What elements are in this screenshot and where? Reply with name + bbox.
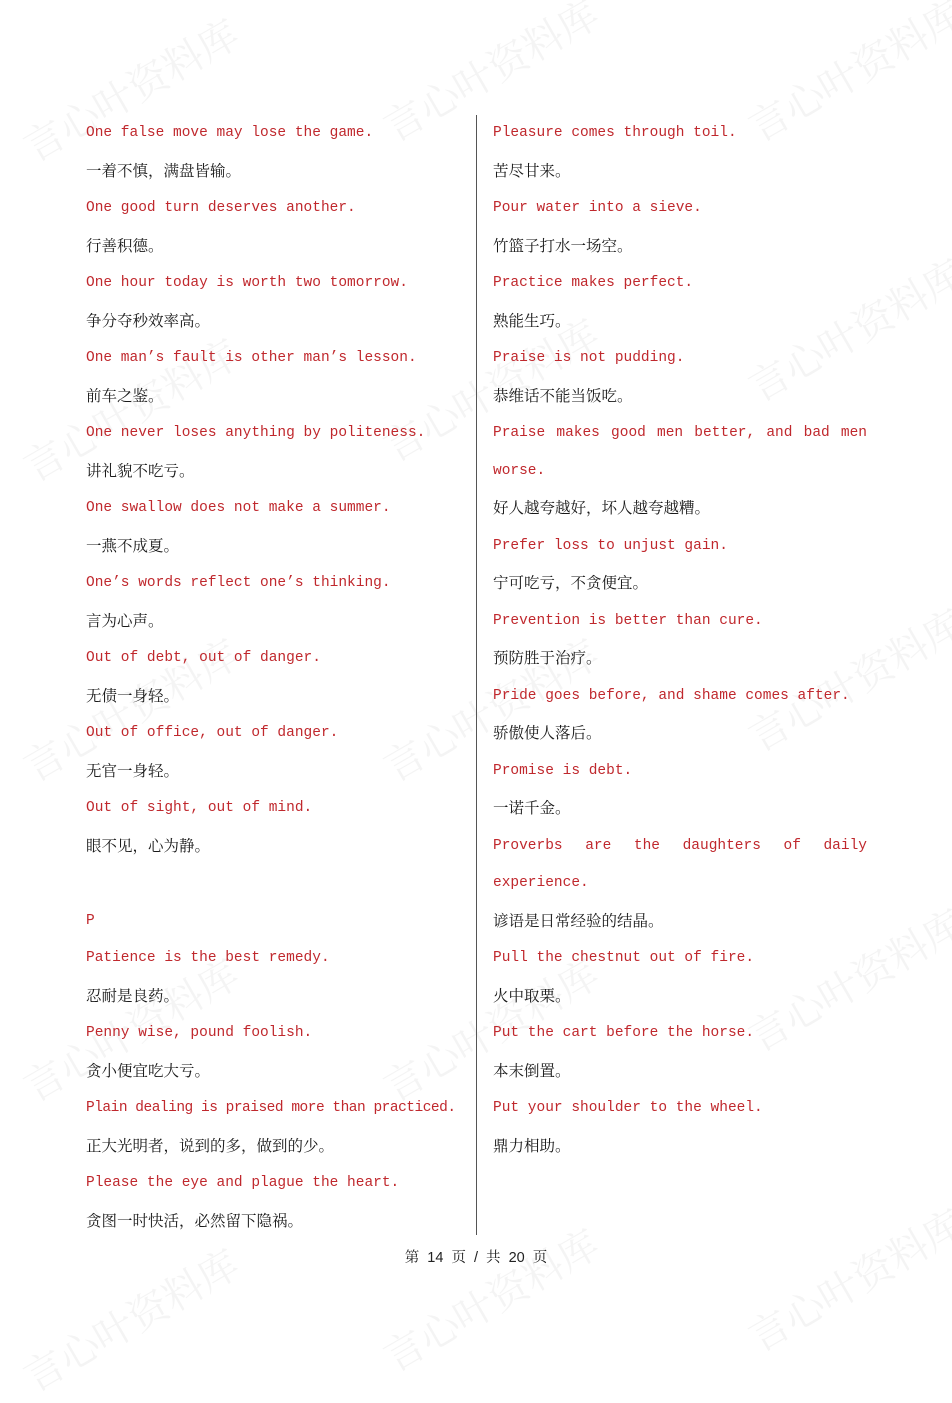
page-footer: 第 14 页 / 共 20 页 <box>404 1250 548 1266</box>
column-divider <box>476 115 477 1235</box>
proverb-chinese: 眼不见，心为静。 <box>86 836 211 855</box>
blank-line <box>86 865 458 903</box>
proverb-english: One swallow does not make a summer. <box>86 500 391 516</box>
proverb-chinese: 本末倒置。 <box>493 1061 571 1080</box>
proverb-chinese: 言为心声。 <box>86 611 164 630</box>
proverb-chinese: 无债一身轻。 <box>86 686 180 705</box>
proverb-english: Praise is not pudding. <box>493 350 685 366</box>
proverb-chinese: 熟能生巧。 <box>493 311 571 330</box>
proverb-chinese: 一着不慎，满盘皆输。 <box>86 161 242 180</box>
proverb-english: One man’s fault is other man’s lesson. <box>86 350 417 366</box>
proverb-chinese: 一诺千金。 <box>493 799 571 817</box>
proverb-english: Promise is debt. <box>493 762 633 779</box>
proverb-english: Out of debt, out of danger. <box>86 650 321 666</box>
proverb-chinese: 鼎力相助。 <box>493 1136 571 1155</box>
proverb-chinese: 忍耐是良药。 <box>86 986 180 1005</box>
proverb-english: P <box>86 912 95 929</box>
proverb-chinese: 竹篮子打水一场空。 <box>493 236 633 255</box>
proverb-english: Pleasure comes through toil. <box>493 125 737 141</box>
proverb-english: Penny wise, pound foolish. <box>86 1025 313 1041</box>
proverb-chinese: 苦尽甘来。 <box>493 161 571 180</box>
proverb-english: One false move may lose the game. <box>86 125 374 141</box>
proverb-chinese: 无官一身轻。 <box>86 761 180 780</box>
proverb-english: One hour today is worth two tomorrow. <box>86 275 408 291</box>
proverb-chinese: 争分夺秒效率高。 <box>86 311 211 330</box>
proverb-chinese: 一燕不成夏。 <box>86 536 180 555</box>
proverb-chinese: 贪小便宜吃大亏。 <box>86 1061 211 1080</box>
proverb-chinese: 宁可吃亏，不贪便宜。 <box>493 574 649 592</box>
proverb-chinese: 恭维话不能当饭吃。 <box>493 386 633 405</box>
proverb-english: Patience is the best remedy. <box>86 950 330 966</box>
proverb-english: One never loses anything by politeness. <box>86 425 426 441</box>
proverb-english: Out of sight, out of mind. <box>86 800 313 816</box>
proverb-english: Put the cart before the horse. <box>493 1025 755 1041</box>
proverb-english: Pour water into a sieve. <box>493 200 702 216</box>
proverb-chinese: 正大光明者，说到的多，做到的少。 <box>86 1136 335 1155</box>
proverb-english: Please the eye and plague the heart. <box>86 1175 400 1191</box>
proverb-english: One’s words reflect one’s thinking. <box>86 575 391 591</box>
proverb-english: Prefer loss to unjust gain. <box>493 537 728 554</box>
left-column <box>86 115 458 1240</box>
proverb-chinese: 谚语是日常经验的结晶。 <box>493 911 664 930</box>
proverb-english: Pride goes before, and shame comes after. <box>493 687 850 704</box>
proverb-english: Plain dealing is praised more than practiced. <box>86 1100 456 1116</box>
proverb-chinese: 前车之鉴。 <box>86 386 164 405</box>
proverb-english: Out of office, out of danger. <box>86 725 339 741</box>
proverb-chinese: 骄傲使人落后。 <box>493 724 602 742</box>
proverb-english: Praise makes good men better, and bad men worse. <box>493 425 867 479</box>
watermark-text <box>737 1194 952 1363</box>
proverb-english: Practice makes perfect. <box>493 275 694 291</box>
proverb-chinese: 贪图一时快活，必然留下隐祸。 <box>86 1211 304 1230</box>
proverb-english: Prevention is better than cure. <box>493 612 763 629</box>
proverb-chinese: 预防胜于治疗。 <box>493 649 602 667</box>
right-column <box>493 115 867 1165</box>
proverb-english: Proverbs are the daughters of daily experience. <box>493 837 867 891</box>
proverb-chinese: 行善积德。 <box>86 236 164 255</box>
proverb-chinese: 好人越夸越好，坏人越夸越糟。 <box>493 499 711 517</box>
proverb-chinese: 火中取栗。 <box>493 986 571 1005</box>
proverb-english: Pull the chestnut out of fire. <box>493 950 755 966</box>
proverb-chinese: 讲礼貌不吃亏。 <box>86 461 195 480</box>
proverb-english: Put your shoulder to the wheel. <box>493 1100 763 1116</box>
proverb-english: One good turn deserves another. <box>86 200 356 216</box>
